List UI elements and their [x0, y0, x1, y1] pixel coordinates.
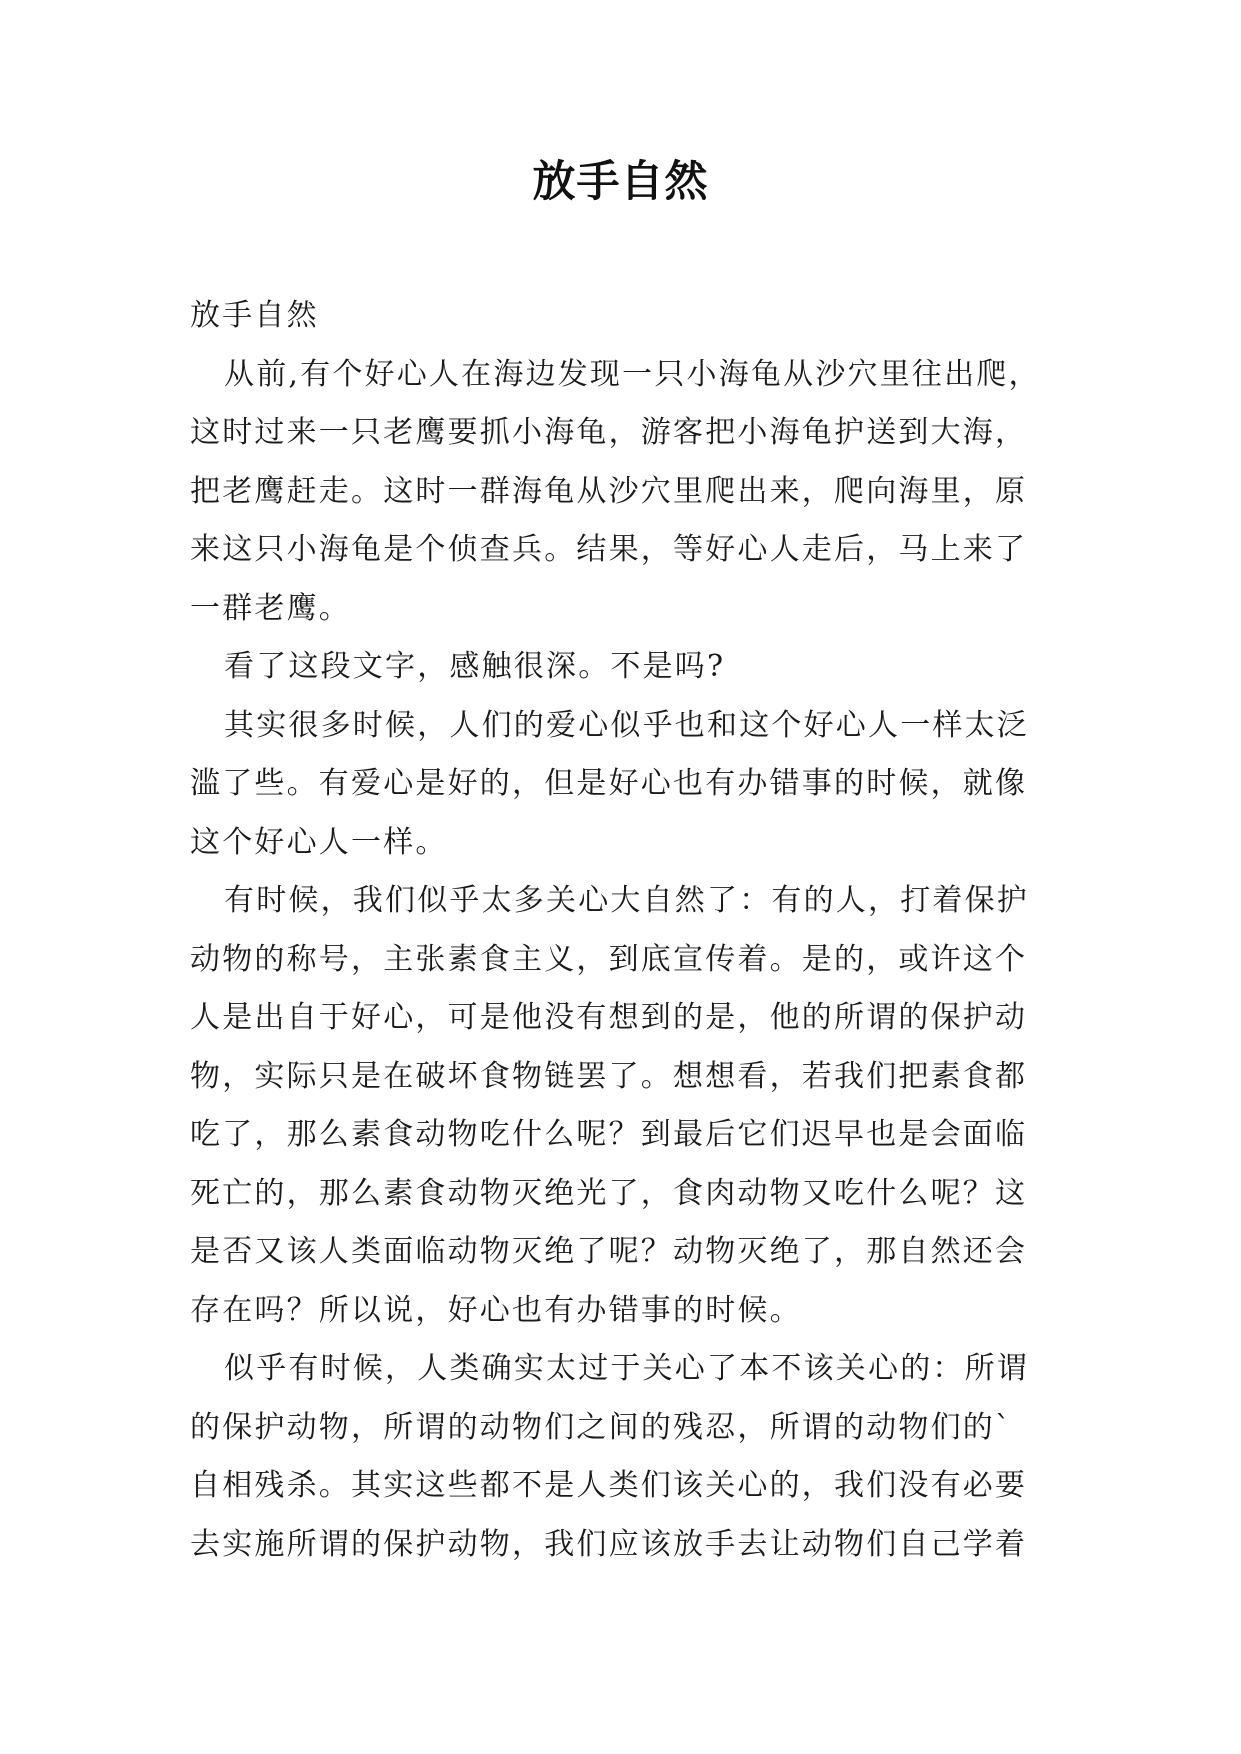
- text-line: 去实施所谓的保护动物，我们应该放手去让动物们自己学着: [190, 1526, 1028, 1562]
- text-line: 放手自然: [190, 298, 319, 333]
- text-line: 看了这段文字，感触很深。不是吗?: [224, 649, 726, 684]
- text-line: 物，实际只是在破坏食物链罢了。想想看，若我们把素食都: [190, 1058, 1028, 1094]
- text-line: 吃了，那么素食动物吃什么呢？到最后它们迟早也是会面临: [190, 1117, 1028, 1152]
- text-line: 人是出自于好心，可是他没有想到的是，他的所谓的保护动: [190, 1000, 1028, 1035]
- text-line: 把老鹰赶走。这时一群海龟从沙穴里爬出来，爬向海里，原: [190, 473, 1028, 509]
- text-line: 来这只小海龟是个侦查兵。结果，等好心人走后，马上来了: [190, 532, 1028, 567]
- text-line: 从前,有个好心人在海边发现一只小海龟从沙穴里往出爬，: [224, 356, 1041, 392]
- text-line: 有时候，我们似乎太多关心大自然了：有的人，打着保护: [224, 883, 1029, 918]
- text-line: 存在吗？所以说，好心也有办错事的时候。: [190, 1292, 802, 1328]
- text-line: 动物的称号，主张素食主义，到底宣传着。是的，或许这个: [190, 941, 1028, 977]
- text-line: 似乎有时候，人类确实太过于关心了本不该关心的：所谓: [224, 1351, 1029, 1386]
- text-line: 一群老鹰。: [190, 590, 351, 626]
- text-line: 自相残杀。其实这些都不是人类们该关心的，我们没有必要: [190, 1468, 1028, 1503]
- text-line: 其实很多时候，人们的爱心似乎也和这个好心人一样太泛: [224, 707, 1029, 743]
- text-line: 死亡的，那么素食动物灭绝光了，食肉动物又吃什么呢？这: [190, 1175, 1028, 1211]
- text-line: 这个好心人一样。: [190, 824, 448, 860]
- text-line: 滥了些。有爱心是好的，但是好心也有办错事的时候，就像: [190, 766, 1028, 801]
- document-title: 放手自然: [532, 157, 709, 207]
- text-line: 是否又该人类面临动物灭绝了呢？动物灭绝了，那自然还会: [190, 1234, 1028, 1269]
- text-line: 的保护动物，所谓的动物们之间的残忍，所谓的动物们的`: [190, 1409, 1013, 1445]
- text-line: 这时过来一只老鹰要抓小海龟，游客把小海龟护送到大海，: [190, 415, 1028, 450]
- document-body: [190, 287, 1070, 1574]
